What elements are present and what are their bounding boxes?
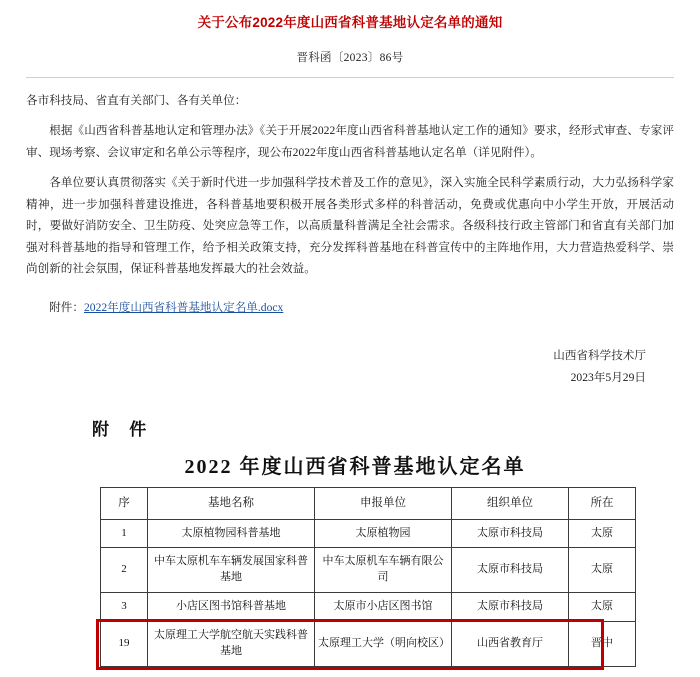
table-header-row xyxy=(101,487,636,519)
notice-title: 关于公布2022年度山西省科普基地认定名单的通知 xyxy=(197,15,503,30)
table-row-highlighted xyxy=(101,622,636,667)
notice-document-number: 晋科函〔2023〕86号 xyxy=(296,51,404,64)
attachment-table-wrap xyxy=(100,487,614,667)
column-header-seq: 序 xyxy=(101,487,148,519)
cell-location: 太原 xyxy=(569,548,636,593)
cell-applicant: 中车太原机车车辆有限公司 xyxy=(315,548,452,593)
cell-organizer: 太原市科技局 xyxy=(452,548,569,593)
cell-seq: 3 xyxy=(101,593,148,622)
cell-seq: 1 xyxy=(101,519,148,548)
cell-organizer: 太原市科技局 xyxy=(452,593,569,622)
issue-date: 2023年5月29日 xyxy=(570,370,646,384)
attachment-table xyxy=(100,487,636,667)
notice-paragraph-1: 根据《山西省科普基地认定和管理办法》《关于开展2022年度山西省科普基地认定工作的通知》要求，经形式审查、专家评审、现场考察、会议审定和名单公示等程序，现公布2022年度山西省科普基地认定名单（详见附件）。 xyxy=(26,124,674,159)
cell-organizer: 山西省教育厅 xyxy=(452,622,569,667)
cell-base-name: 中车太原机车车辆发展国家科普基地 xyxy=(148,548,315,593)
notice-divider xyxy=(26,77,674,78)
cell-base-name: 小店区图书馆科普基地 xyxy=(148,593,315,622)
notice-salutation: 各市科技局、省直有关部门、各有关单位： xyxy=(26,93,247,107)
column-header-organizer: 组织单位 xyxy=(452,487,569,519)
cell-applicant: 太原植物园 xyxy=(315,519,452,548)
attachment-table-title: 2022 年度山西省科普基地认定名单 xyxy=(184,455,526,478)
column-header-applicant: 申报单位 xyxy=(315,487,452,519)
attachment-label: 附件： xyxy=(49,301,84,315)
notice-body xyxy=(26,90,674,389)
table-row xyxy=(101,593,636,622)
cell-applicant: 太原理工大学（明向校区） xyxy=(315,622,452,667)
cell-base-name: 太原理工大学航空航天实践科普基地 xyxy=(148,622,315,667)
attachment-heading: 附 件 xyxy=(92,419,155,439)
cell-location: 晋中 xyxy=(569,622,636,667)
cell-location: 太原 xyxy=(569,519,636,548)
attachment-block xyxy=(0,415,700,677)
column-header-base-name: 基地名称 xyxy=(148,487,315,519)
notice-paragraph-2: 各单位要认真贯彻落实《关于新时代进一步加强科学技术普及工作的意见》，深入实施全民科学素质行动，大力弘扬科学家精神，进一步加强科普建设推进，各科普基地要积极开展各类形式多样的科普活动，免费或优惠向中小学生开放，开展活动时，要做好消防安全、卫生防疫、处突应急等工作，以高质量科普满足全社会需求。各级科技行政主管部门和省直有关部门加强对科普基地的指导和管理工作，给予相关政策支持，充分发挥科普基地在科普宣传中的主阵地作用，大力营造热爱科学、崇尚创新的社会氛围，保证科普基地发挥最大的社会效益。 xyxy=(26,176,674,275)
issuer-name: 山西省科学技术厅 xyxy=(553,348,646,362)
column-header-location: 所在 xyxy=(569,487,636,519)
table-row xyxy=(101,519,636,548)
cell-organizer: 太原市科技局 xyxy=(452,519,569,548)
attachment-file-link[interactable]: 2022年度山西省科普基地认定名单.docx xyxy=(83,301,284,315)
cell-applicant: 太原市小店区图书馆 xyxy=(315,593,452,622)
cell-seq: 2 xyxy=(101,548,148,593)
cell-seq: 19 xyxy=(101,622,148,667)
attachment-line xyxy=(26,297,674,318)
cell-base-name: 太原植物园科普基地 xyxy=(148,519,315,548)
notice-signature xyxy=(26,345,674,389)
cell-location: 太原 xyxy=(569,593,636,622)
table-row xyxy=(101,548,636,593)
